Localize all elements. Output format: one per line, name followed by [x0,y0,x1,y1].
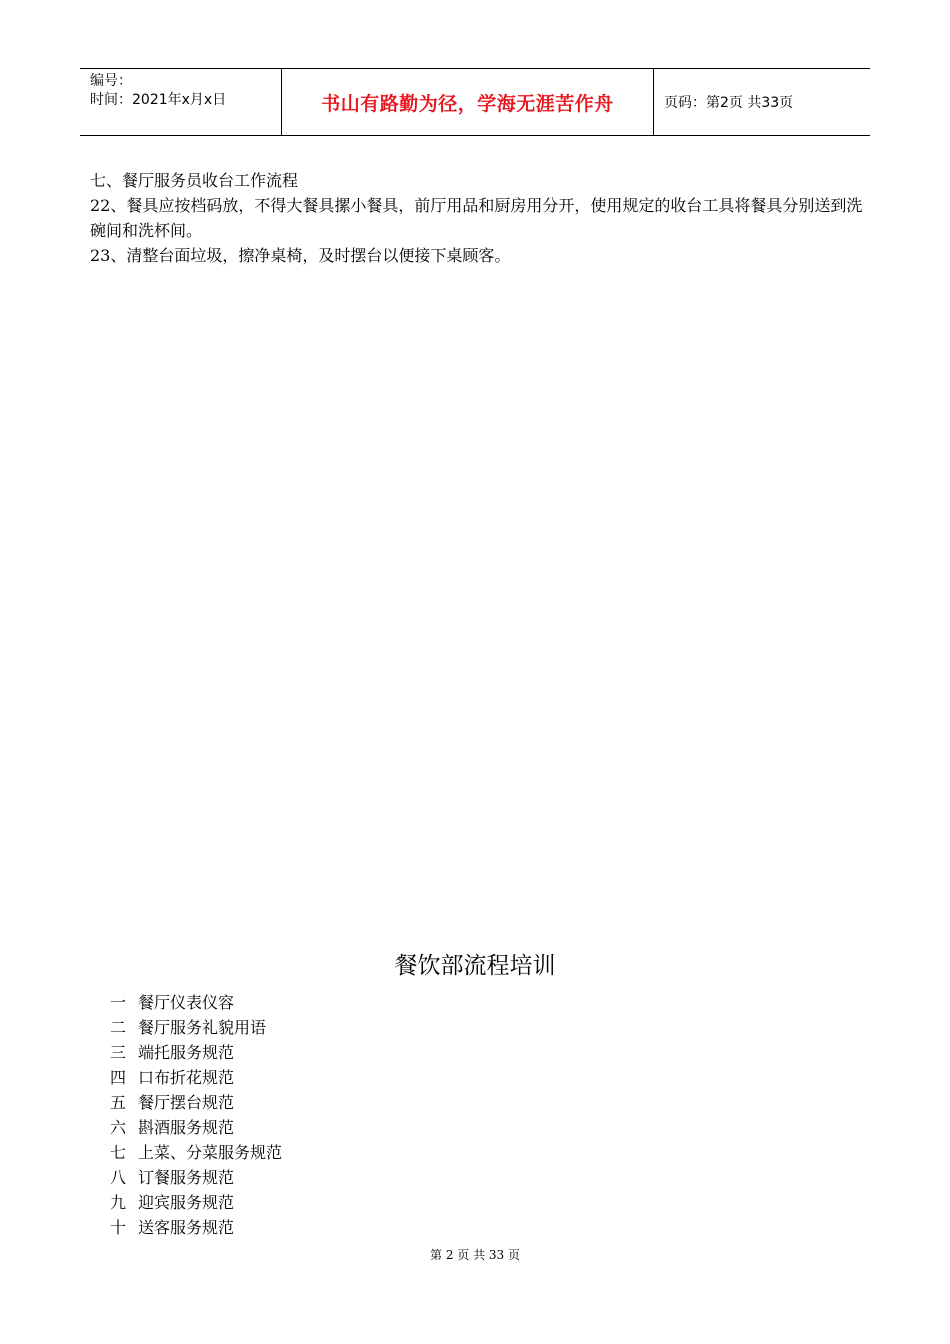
outline-item-number: 九 [110,1193,127,1212]
section-item: 22、餐具应按档码放，不得大餐具摞小餐具，前厅用品和厨房用分开，使用规定的收台工具将餐具分别送到洗碗间和洗杯间。 [90,196,863,240]
outline-item [110,990,282,1015]
header-motto: 书山有路勤为径，学海无涯苦作舟 [282,69,654,135]
outline-item-text: 餐厅仪表仪容 [138,993,235,1012]
outline-item-text: 餐厅服务礼貌用语 [138,1018,267,1037]
outline-item-text: 迎宾服务规范 [138,1193,235,1212]
outline-item [110,1115,282,1140]
section-item: 23、清整台面垃圾，擦净桌椅，及时摆台以便接下桌顾客。 [90,246,511,265]
header-page-number: 页码：第2页 共33页 [664,95,794,111]
outline-item-number: 十 [110,1218,127,1237]
outline-title: 餐饮部流程培训 [394,953,556,979]
outline-item-text: 送客服务规范 [138,1218,235,1237]
outline-item [110,1015,282,1040]
outline-item [110,1040,282,1065]
outline-item-text: 口布折花规范 [138,1068,235,1087]
outline-item-number: 六 [110,1118,127,1137]
page-header [80,68,870,136]
outline-item [110,1140,282,1165]
outline-item [110,1165,282,1190]
outline-item [110,1065,282,1090]
outline-item-text: 餐厅摆台规范 [138,1093,235,1112]
outline-item-number: 四 [110,1068,127,1087]
outline-item-number: 七 [110,1143,127,1162]
outline-item-text: 端托服务规范 [138,1043,235,1062]
document-date-label: 时间：2021年x月x日 [90,92,227,108]
header-meta [80,69,282,135]
outline-item-text: 订餐服务规范 [138,1168,235,1187]
outline-item [110,1215,282,1240]
outline-item-text: 斟酒服务规范 [138,1118,235,1137]
outline-item [110,1090,282,1115]
outline-item-number: 八 [110,1168,127,1187]
outline-item-text: 上菜、分菜服务规范 [138,1143,283,1162]
outline-item-number: 三 [110,1043,127,1062]
section-heading: 七、餐厅服务员收台工作流程 [90,171,299,190]
outline-item-number: 二 [110,1018,127,1037]
outline-list [110,990,282,1240]
document-number-label: 编号： [90,73,132,89]
outline-item-number: 一 [110,993,127,1012]
section-body [90,168,865,268]
outline-item [110,1190,282,1215]
page-footer: 第 2 页 共 33 页 [430,1248,520,1262]
outline-item-number: 五 [110,1093,127,1112]
